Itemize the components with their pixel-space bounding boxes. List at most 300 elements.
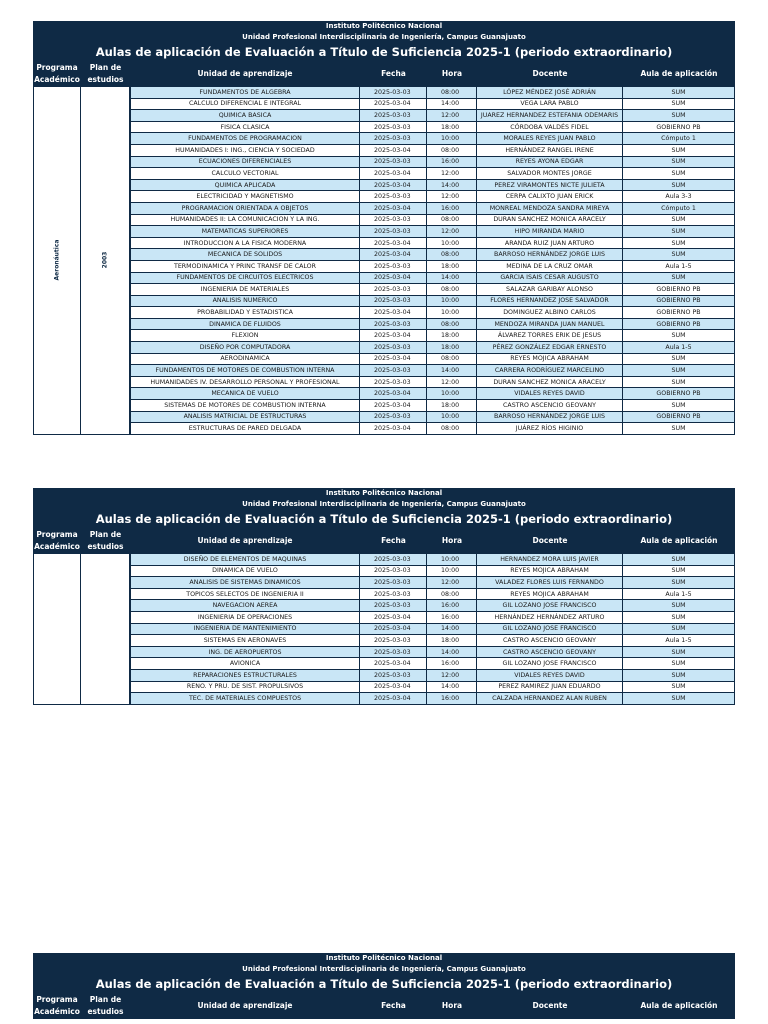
room-cell: Aula 1-5 (623, 261, 735, 272)
schedule-sheet (33, 953, 735, 1019)
hour-cell: 08:00 (427, 215, 477, 226)
unit-cell: ECUACIONES DIFERENCIALES (130, 157, 360, 168)
table-row (130, 180, 735, 192)
header-room: Aula de aplicación (640, 536, 718, 545)
hour-cell: 18:00 (427, 261, 477, 272)
date-cell: 2025-03-03 (360, 554, 427, 565)
table-row (130, 647, 735, 659)
hour-cell: 14:00 (427, 180, 477, 191)
hour-cell: 08:00 (427, 249, 477, 260)
table-row (130, 612, 735, 624)
unit-cell: FISICA CLASICA (130, 122, 360, 133)
room-cell: Aula 3-3 (623, 191, 735, 202)
schedule-sheet (33, 488, 735, 705)
hour-cell: 10:00 (427, 307, 477, 318)
unit-cell: QUIMICA BASICA (130, 110, 360, 121)
date-cell: 2025-03-03 (360, 284, 427, 295)
teacher-cell: CARRERA RODRÍGUEZ MARCELINO (477, 365, 623, 376)
hour-cell: 14:00 (427, 273, 477, 284)
unit-cell: TEC. DE MATERIALES COMPUESTOS (130, 693, 360, 704)
date-cell: 2025-03-04 (360, 612, 427, 623)
teacher-cell: ÁLVAREZ TORRES ERIK DE JESUS (477, 330, 623, 341)
unit-cell: ESTRUCTURAS DE PARED DELGADA (130, 423, 360, 434)
unit-cell: ING. DE AEROPUERTOS (130, 647, 360, 658)
hour-cell: 08:00 (427, 87, 477, 98)
date-cell: 2025-03-04 (360, 400, 427, 411)
unit-cell: TOPICOS SELECTOS DE INGENIERIA II (130, 589, 360, 600)
table-row (130, 226, 735, 238)
teacher-cell: SALAZAR GARIBAY ALONSO (477, 284, 623, 295)
teacher-cell: VEGA LARA PABLO (477, 99, 623, 110)
hour-cell: 12:00 (427, 191, 477, 202)
hour-cell: 10:00 (427, 412, 477, 423)
table-row (130, 191, 735, 203)
column-header-row (33, 993, 735, 1019)
date-cell: 2025-03-03 (360, 670, 427, 681)
unit-cell: FLEXION (130, 330, 360, 341)
table-row (130, 87, 735, 99)
table-row (130, 635, 735, 647)
date-cell: 2025-03-03 (360, 296, 427, 307)
teacher-cell: PEREZ VIRAMONTES NICTE JULIETA (477, 180, 623, 191)
teacher-cell: HIPO MIRANDA MARIO (477, 226, 623, 237)
unit-cell: AERODINAMICA (130, 354, 360, 365)
unit-cell: FUNDAMENTOS DE MOTORES DE COMBUSTION INTERNA (130, 365, 360, 376)
teacher-cell: CASTRO ASCENCIO GEOVANY (477, 647, 623, 658)
room-cell: SUM (623, 554, 735, 565)
hour-cell: 08:00 (427, 354, 477, 365)
unit-cell: DISEÑO DE ELEMENTOS DE MAQUINAS (130, 554, 360, 565)
plan-cell (81, 554, 130, 705)
hour-cell: 12:00 (427, 377, 477, 388)
unit-cell: MECANICA DE VUELO (130, 388, 360, 399)
table-row (130, 589, 735, 601)
teacher-cell: DURAN SANCHEZ MONICA ARACELY (477, 377, 623, 388)
program-label: Aeronáutica (53, 239, 61, 281)
teacher-cell: CALZADA HERNANDEZ ALAN RUBEN (477, 693, 623, 704)
date-cell: 2025-03-03 (360, 412, 427, 423)
table-row (130, 412, 735, 424)
table-row (130, 566, 735, 578)
table-row (130, 388, 735, 400)
teacher-cell: VIDALES REYES DAVID (477, 388, 623, 399)
table-body (33, 554, 735, 705)
hour-cell: 14:00 (427, 624, 477, 635)
teacher-cell: PEREZ RAMIREZ JUAN EDUARDO (477, 682, 623, 693)
room-cell: SUM (623, 238, 735, 249)
table-row (130, 249, 735, 261)
sheet-banner (33, 953, 735, 993)
table-row (130, 203, 735, 215)
teacher-cell: SALVADOR MONTES JORGE (477, 168, 623, 179)
teacher-cell: REYES MOJICA ABRAHAM (477, 589, 623, 600)
teacher-cell: DURAN SANCHEZ MONICA ARACELY (477, 215, 623, 226)
date-cell: 2025-03-03 (360, 87, 427, 98)
room-cell: SUM (623, 423, 735, 434)
hour-cell: 10:00 (427, 566, 477, 577)
hour-cell: 16:00 (427, 157, 477, 168)
hour-cell: 08:00 (427, 319, 477, 330)
teacher-cell: HERNÁNDEZ HERNÁNDEZ ARTURO (477, 612, 623, 623)
unit-cell: TERMODINAMICA Y PRINC TRANSF DE CALOR (130, 261, 360, 272)
unit-cell: AVIONICA (130, 658, 360, 669)
hour-cell: 10:00 (427, 238, 477, 249)
date-cell: 2025-03-03 (360, 191, 427, 202)
hour-cell: 14:00 (427, 682, 477, 693)
date-cell: 2025-03-04 (360, 693, 427, 704)
table-row (130, 319, 735, 331)
date-cell: 2025-03-04 (360, 145, 427, 156)
header-room: Aula de aplicación (640, 69, 718, 78)
unit-cell: FUNDAMENTOS DE ALGEBRA (130, 87, 360, 98)
teacher-cell: HERNÁNDEZ RANGEL IRENE (477, 145, 623, 156)
plan-cell (81, 87, 130, 435)
teacher-cell: LÓPEZ MÉNDEZ JOSÉ ADRIÁN (477, 87, 623, 98)
institute-name: Instituto Politécnico Nacional (325, 954, 443, 962)
date-cell: 2025-03-04 (360, 203, 427, 214)
room-cell: SUM (623, 600, 735, 611)
unit-cell: MATEMATICAS SUPERIORES (130, 226, 360, 237)
room-cell: SUM (623, 566, 735, 577)
hour-cell: 14:00 (427, 365, 477, 376)
unit-cell: DINAMICA DE FLUIDOS (130, 319, 360, 330)
table-row (130, 577, 735, 589)
table-row (130, 215, 735, 227)
teacher-cell: REYES MOJICA ABRAHAM (477, 354, 623, 365)
room-cell: Cómputo 1 (623, 203, 735, 214)
header-hour: Hora (441, 1001, 463, 1010)
teacher-cell: MENDOZA MIRANDA JUAN MANUEL (477, 319, 623, 330)
date-cell: 2025-03-04 (360, 354, 427, 365)
table-row (130, 670, 735, 682)
sheet-title: Aulas de aplicación de Evaluación a Título de Suficiencia 2025-1 (periodo extraordinario) (95, 512, 673, 526)
unit-name: Unidad Profesional Interdisciplinaria de Ingeniería, Campus Guanajuato (242, 33, 526, 41)
date-cell: 2025-03-03 (360, 635, 427, 646)
header-teacher: Docente (532, 536, 568, 545)
room-cell: GOBIERNO PB (623, 122, 735, 133)
hour-cell: 10:00 (427, 554, 477, 565)
room-cell: Aula 1-5 (623, 635, 735, 646)
unit-cell: RENO. Y PRU. DE SIST. PROPULSIVOS (130, 682, 360, 693)
teacher-cell: GARCIA ISAIS CESAR AUGUSTO (477, 273, 623, 284)
room-cell: SUM (623, 682, 735, 693)
unit-cell: FUNDAMENTOS DE PROGRAMACION (130, 133, 360, 144)
table-row (130, 99, 735, 111)
table-row (130, 377, 735, 389)
date-cell: 2025-03-04 (360, 658, 427, 669)
hour-cell: 16:00 (427, 600, 477, 611)
room-cell: GOBIERNO PB (623, 284, 735, 295)
hour-cell: 10:00 (427, 388, 477, 399)
unit-cell: INGENIERIA DE OPERACIONES (130, 612, 360, 623)
unit-cell: HUMANIDADES IV. DESARROLLO PERSONAL Y PROFESIONAL (130, 377, 360, 388)
room-cell: Aula 1-5 (623, 589, 735, 600)
table-row (130, 600, 735, 612)
header-room: Aula de aplicación (640, 1001, 718, 1010)
hour-cell: 12:00 (427, 110, 477, 121)
table-row (130, 296, 735, 308)
unit-cell: DISEÑO POR COMPUTADORA (130, 342, 360, 353)
header-hour: Hora (441, 536, 463, 545)
room-cell: SUM (623, 249, 735, 260)
room-cell: GOBIERNO PB (623, 412, 735, 423)
table-row (130, 110, 735, 122)
room-cell: Aula 1-5 (623, 342, 735, 353)
hour-cell: 12:00 (427, 577, 477, 588)
room-cell: SUM (623, 377, 735, 388)
teacher-cell: JUÁREZ RÍOS HIGINIO (477, 423, 623, 434)
table-row (130, 145, 735, 157)
room-cell: SUM (623, 157, 735, 168)
date-cell: 2025-03-04 (360, 388, 427, 399)
teacher-cell: CÓRDOBA VALDÉS FIDEL (477, 122, 623, 133)
header-date: Fecha (381, 1001, 406, 1010)
room-cell: SUM (623, 670, 735, 681)
date-cell: 2025-03-03 (360, 110, 427, 121)
date-cell: 2025-03-03 (360, 157, 427, 168)
header-teacher: Docente (532, 1001, 568, 1010)
date-cell: 2025-03-04 (360, 180, 427, 191)
date-cell: 2025-03-03 (360, 215, 427, 226)
room-cell: SUM (623, 110, 735, 121)
sheet-title: Aulas de aplicación de Evaluación a Título de Suficiencia 2025-1 (periodo extraordinario) (95, 977, 673, 991)
plan-label: 2003 (101, 252, 109, 269)
hour-cell: 10:00 (427, 133, 477, 144)
unit-cell: ANALISIS NUMERICO (130, 296, 360, 307)
program-cell (33, 554, 81, 705)
unit-cell: DINAMICA DE VUELO (130, 566, 360, 577)
teacher-cell: PÉREZ GONZÁLEZ EDGAR ERNESTO (477, 342, 623, 353)
room-cell: GOBIERNO PB (623, 319, 735, 330)
table-row (130, 261, 735, 273)
table-row (130, 658, 735, 670)
unit-cell: CALCULO DIFERENCIAL E INTEGRAL (130, 99, 360, 110)
date-cell: 2025-03-03 (360, 566, 427, 577)
table-row (130, 400, 735, 412)
teacher-cell: REYES AYONA EDGAR (477, 157, 623, 168)
hour-cell: 08:00 (427, 145, 477, 156)
header-program: Programa Académico (34, 63, 80, 84)
table-row (130, 365, 735, 377)
column-header-row (33, 61, 735, 87)
unit-cell: ELECTRICIDAD Y MAGNETISMO (130, 191, 360, 202)
table-body (33, 87, 735, 435)
date-cell: 2025-03-03 (360, 319, 427, 330)
date-cell: 2025-03-04 (360, 238, 427, 249)
hour-cell: 16:00 (427, 658, 477, 669)
hour-cell: 18:00 (427, 330, 477, 341)
unit-cell: MECANICA DE SOLIDOS (130, 249, 360, 260)
hour-cell: 12:00 (427, 670, 477, 681)
unit-name: Unidad Profesional Interdisciplinaria de Ingeniería, Campus Guanajuato (242, 500, 526, 508)
table-row (130, 168, 735, 180)
header-plan: Plan de estudios (87, 995, 124, 1016)
unit-cell: HUMANIDADES I: ING., CIENCIA Y SOCIEDAD (130, 145, 360, 156)
room-cell: SUM (623, 226, 735, 237)
teacher-cell: FLORES HERNANDEZ JOSE SALVADOR (477, 296, 623, 307)
room-cell: Cómputo 1 (623, 133, 735, 144)
teacher-cell: BARROSO HERNÁNDEZ JORGE LUIS (477, 249, 623, 260)
teacher-cell: CASTRO ASCENCIO GEOVANY (477, 400, 623, 411)
schedule-sheet (33, 21, 735, 435)
teacher-cell: CERPA CALIXTO JUAN ERICK (477, 191, 623, 202)
date-cell: 2025-03-03 (360, 226, 427, 237)
teacher-cell: DOMINGUEZ ALBINO CARLOS (477, 307, 623, 318)
header-unit: Unidad de aprendizaje (197, 536, 293, 545)
room-cell: GOBIERNO PB (623, 296, 735, 307)
header-hour: Hora (441, 69, 463, 78)
date-cell: 2025-03-03 (360, 577, 427, 588)
sheet-title: Aulas de aplicación de Evaluación a Título de Suficiencia 2025-1 (periodo extraordinario) (95, 45, 673, 59)
room-cell: SUM (623, 168, 735, 179)
room-cell: GOBIERNO PB (623, 388, 735, 399)
program-cell (33, 87, 81, 435)
date-cell: 2025-03-03 (360, 122, 427, 133)
unit-cell: INGENIERIA DE MANTENIMIENTO (130, 624, 360, 635)
unit-cell: REPARACIONES ESTRUCTURALES (130, 670, 360, 681)
table-row (130, 122, 735, 134)
table-row (130, 307, 735, 319)
date-cell: 2025-03-03 (360, 133, 427, 144)
room-cell: SUM (623, 612, 735, 623)
teacher-cell: VIDALES REYES DAVID (477, 670, 623, 681)
hour-cell: 16:00 (427, 693, 477, 704)
unit-cell: PROBABILIDAD Y ESTADISTICA (130, 307, 360, 318)
header-unit: Unidad de aprendizaje (197, 1001, 293, 1010)
unit-cell: PROGRAMACION ORIENTADA A OBJETOS (130, 203, 360, 214)
header-date: Fecha (381, 69, 406, 78)
hour-cell: 16:00 (427, 612, 477, 623)
room-cell: SUM (623, 647, 735, 658)
table-row (130, 342, 735, 354)
table-row (130, 423, 735, 435)
date-cell: 2025-03-03 (360, 589, 427, 600)
header-program: Programa Académico (34, 995, 80, 1016)
room-cell: SUM (623, 354, 735, 365)
table-row (130, 354, 735, 366)
hour-cell: 18:00 (427, 635, 477, 646)
date-cell: 2025-03-04 (360, 273, 427, 284)
table-rows (130, 87, 735, 435)
teacher-cell: GIL LOZANO JOSE FRANCISCO (477, 624, 623, 635)
room-cell: SUM (623, 87, 735, 98)
unit-cell: ANALISIS MATRICIAL DE ESTRUCTURAS (130, 412, 360, 423)
unit-name: Unidad Profesional Interdisciplinaria de Ingeniería, Campus Guanajuato (242, 965, 526, 973)
room-cell: SUM (623, 658, 735, 669)
column-header-row (33, 528, 735, 554)
hour-cell: 08:00 (427, 284, 477, 295)
date-cell: 2025-03-03 (360, 647, 427, 658)
teacher-cell: HERNANDEZ MORA LUIS JAVIER (477, 554, 623, 565)
header-unit: Unidad de aprendizaje (197, 69, 293, 78)
room-cell: SUM (623, 400, 735, 411)
hour-cell: 12:00 (427, 226, 477, 237)
hour-cell: 08:00 (427, 423, 477, 434)
table-row (130, 682, 735, 694)
teacher-cell: BARROSO HERNÁNDEZ JORGE LUIS (477, 412, 623, 423)
date-cell: 2025-03-04 (360, 624, 427, 635)
unit-cell: QUIMICA APLICADA (130, 180, 360, 191)
date-cell: 2025-03-04 (360, 168, 427, 179)
date-cell: 2025-03-04 (360, 330, 427, 341)
hour-cell: 18:00 (427, 342, 477, 353)
date-cell: 2025-03-03 (360, 365, 427, 376)
unit-cell: FUNDAMENTOS DE CIRCUITOS ELECTRICOS (130, 273, 360, 284)
date-cell: 2025-03-04 (360, 423, 427, 434)
header-teacher: Docente (532, 69, 568, 78)
header-plan: Plan de estudios (87, 63, 124, 84)
institute-name: Instituto Politécnico Nacional (325, 489, 443, 497)
table-rows (130, 554, 735, 705)
teacher-cell: MEDINA DE LA CRUZ OMAR (477, 261, 623, 272)
unit-cell: SISTEMAS DE MOTORES DE COMBUSTION INTERNA (130, 400, 360, 411)
teacher-cell: ARANDA RUIZ JUAN ARTURO (477, 238, 623, 249)
room-cell: SUM (623, 330, 735, 341)
date-cell: 2025-03-04 (360, 249, 427, 260)
unit-cell: INGENIERIA DE MATERIALES (130, 284, 360, 295)
unit-cell: NAVEGACION AEREA (130, 600, 360, 611)
unit-cell: INTRODUCCION A LA FISICA MODERNA (130, 238, 360, 249)
unit-cell: SISTEMAS EN AERONAVES (130, 635, 360, 646)
room-cell: SUM (623, 624, 735, 635)
room-cell: GOBIERNO PB (623, 307, 735, 318)
teacher-cell: CASTRO ASCENCIO GEOVANY (477, 635, 623, 646)
sheet-banner (33, 21, 735, 61)
institute-name: Instituto Politécnico Nacional (325, 22, 443, 30)
date-cell: 2025-03-03 (360, 261, 427, 272)
table-row (130, 238, 735, 250)
table-row (130, 624, 735, 636)
header-plan: Plan de estudios (87, 530, 124, 551)
date-cell: 2025-03-03 (360, 600, 427, 611)
hour-cell: 10:00 (427, 296, 477, 307)
table-row (130, 157, 735, 169)
hour-cell: 16:00 (427, 203, 477, 214)
teacher-cell: GIL LOZANO JOSE FRANCISCO (477, 658, 623, 669)
teacher-cell: GIL LOZANO JOSE FRANCISCO (477, 600, 623, 611)
room-cell: SUM (623, 215, 735, 226)
hour-cell: 18:00 (427, 400, 477, 411)
teacher-cell: MONREAL MENDOZA SANDRA MIREYA (477, 203, 623, 214)
date-cell: 2025-03-03 (360, 377, 427, 388)
room-cell: SUM (623, 180, 735, 191)
unit-cell: HUMANIDADES II: LA COMUNICACION Y LA ING. (130, 215, 360, 226)
hour-cell: 18:00 (427, 122, 477, 133)
hour-cell: 14:00 (427, 647, 477, 658)
room-cell: SUM (623, 273, 735, 284)
header-program: Programa Académico (34, 530, 80, 551)
table-row (130, 133, 735, 145)
unit-cell: ANALISIS DE SISTEMAS DINAMICOS (130, 577, 360, 588)
teacher-cell: VALADEZ FLORES LUIS FERNANDO (477, 577, 623, 588)
teacher-cell: JUAREZ HERNANDEZ ESTEFANIA ODEMARIS (477, 110, 623, 121)
table-row (130, 693, 735, 705)
date-cell: 2025-03-04 (360, 682, 427, 693)
hour-cell: 14:00 (427, 99, 477, 110)
room-cell: SUM (623, 99, 735, 110)
hour-cell: 08:00 (427, 589, 477, 600)
room-cell: SUM (623, 693, 735, 704)
teacher-cell: MORALES REYES JUAN PABLO (477, 133, 623, 144)
table-row (130, 284, 735, 296)
room-cell: SUM (623, 145, 735, 156)
table-row (130, 554, 735, 566)
date-cell: 2025-03-04 (360, 99, 427, 110)
room-cell: SUM (623, 365, 735, 376)
sheet-banner (33, 488, 735, 528)
room-cell: SUM (623, 577, 735, 588)
table-row (130, 330, 735, 342)
